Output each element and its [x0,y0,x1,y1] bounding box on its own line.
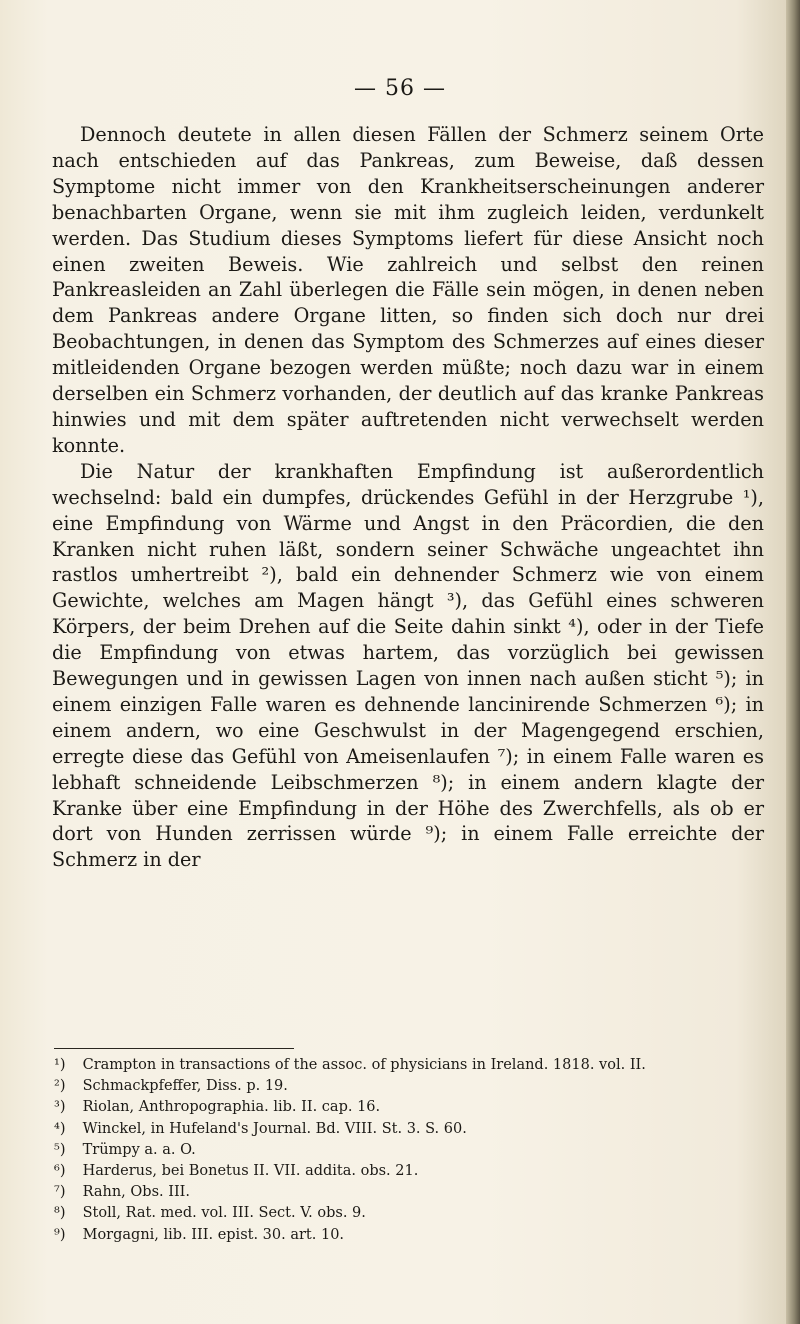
footnote-mark: ⁸) [54,1205,66,1222]
footnote-text: Morgagni, lib. III. epist. 30. art. 10. [82,1226,345,1243]
footnote [54,1097,764,1118]
footnote-mark: ⁷) [54,1184,66,1201]
footnote-text: Rahn, Obs. III. [82,1184,191,1201]
footnote [54,1055,764,1076]
footnote-separator [54,1048,294,1049]
footnote-text: Stoll, Rat. med. vol. III. Sect. V. obs. 9. [82,1205,366,1222]
paragraph: Dennoch deutete in allen diesen Fällen der Schmerz seinem Orte nach entschieden auf das Pankreas, zum Beweise, daß dessen Symptome nicht immer von den Krankheitserscheinungen anderer benachbarten Organe, wenn sie mit ihm zugleich leiden, verdunkelt werden. Das Studium dieses Symptoms liefert für diese Ansicht noch einen zweiten Beweis. Wie zahlreich und selbst den reinen Pankreasleiden an Zahl überlegen die Fälle sein mögen, in denen neben dem Pankreas andere Organe litten, so finden sich doch nur drei Beobachtungen, in denen das Symptom des Schmerzes auf eines dieser mitleidenden Organe bezogen werden müßte; noch dazu war in einem derselben ein Schmerz vorhanden, der deutlich auf das kranke Pankreas hinwies und mit dem später auftretenden nicht verwechselt werden konnte. [52,123,764,457]
footnote [54,1119,764,1140]
footnote-text: Winckel, in Hufeland's Journal. Bd. VIII. St. 3. S. 60. [82,1120,467,1137]
footnote-mark: ⁹) [54,1226,66,1243]
footnote [54,1140,764,1161]
footnote-mark: ¹) [54,1057,66,1073]
footnote-text: Crampton in transactions of the assoc. of physicians in Ireland. 1818. vol. II. [82,1057,646,1073]
footnote-text: Harderus, bei Bonetus II. VII. addita. obs. 21. [82,1163,419,1180]
footnote-mark: ⁴) [54,1120,66,1137]
footnotes [54,1055,764,1246]
footnote [54,1203,764,1224]
footnote-mark: ⁶) [54,1163,66,1180]
page-number: — 56 — [354,76,446,101]
paragraph: Die Natur der krankhaften Empfindung ist außerordentlich wechselnd: bald ein dumpfes, drückendes Gefühl in der Herzgrube ¹), eine Empfindung von Wärme und Angst in den Präcordien, die den Kranken nicht ruhen läßt, sondern seiner Schwäche ungeachtet ihn rastlos umhertreibt ²), bald ein dehnender Schmerz wie von einem Gewichte, welches am Magen hängt ³), das Gefühl eines schweren Körpers, der beim Drehen auf die Seite dahin sinkt ⁴), oder in der Tiefe die Empfindung von etwas hartem, das vorzüglich bei gewissen Bewegungen und in gewissen Lagen von innen nach außen sticht ⁵); in einem einzigen Falle waren es dehnende lancinirende Schmerzen ⁶); in einem andern, wo eine Geschwulst in der Magengegend erschien, erregte diese das Gefühl von Ameisenlaufen ⁷); in einem Falle waren es lebhaft schneidende Leibschmerzen ⁸); in einem andern klagte der Kranke über eine Empfindung in der Höhe des Zwerchfells, als ob er dort von Hunden zerrissen würde ⁹); in einem Falle erreichte der Schmerz in der [52,459,764,872]
footnote [54,1225,764,1246]
page-edge-shadow [786,0,800,1324]
footnote-text: Riolan, Anthropographia. lib. II. cap. 16. [82,1099,381,1116]
footnote-text: Schmackpfeffer, Diss. p. 19. [82,1078,288,1095]
footnote [54,1182,764,1203]
footnote-mark: ³) [54,1099,66,1116]
footnote-mark: ²) [54,1078,66,1095]
body-text [52,122,764,873]
footnote-text: Trümpy a. a. O. [82,1141,196,1158]
footnote [54,1161,764,1182]
footnote-mark: ⁵) [54,1141,66,1158]
footnote [54,1076,764,1097]
